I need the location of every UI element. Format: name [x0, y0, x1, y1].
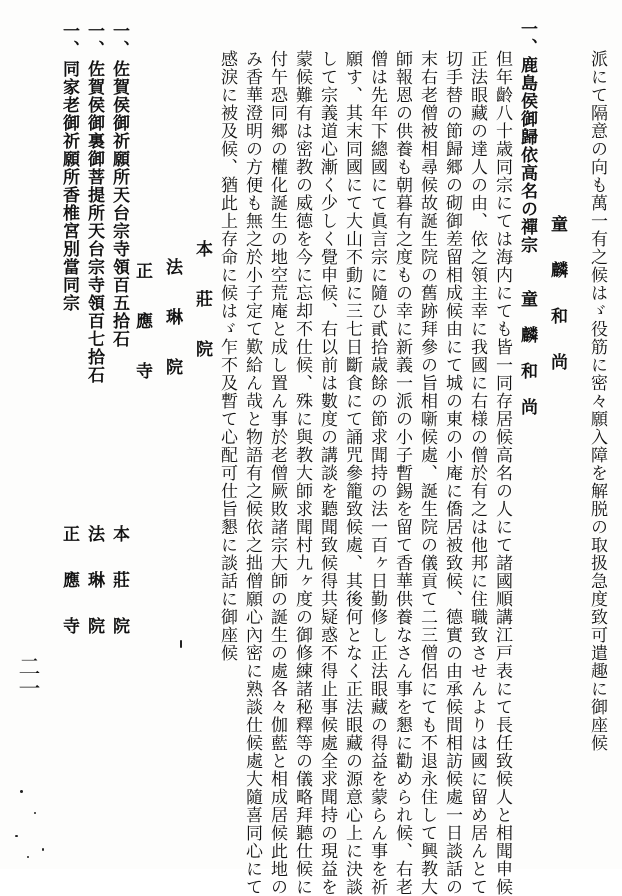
list-entry-marker: 一、: [84, 22, 104, 58]
text-column: 付午恐同郷の權化誕生の地空荒庵と成し置ん事於老僧厥敗諸宗大師の誕生の處各々伽藍と相成居候此地の: [267, 50, 287, 896]
print-speck: [20, 790, 23, 793]
text-column: 願す、其末同國にて大山不動に三七日斷食にて誦咒參籠致候處、其後何となく正法眼藏の源意心上に決談: [342, 50, 362, 896]
list-entry-temple: 正 應 寺: [59, 525, 79, 640]
list-entry-temple: 法 琳 院: [162, 258, 182, 383]
text-column: 感淚に被及候、猶此上存命に候はゞ乍不及暫て心配可仕旨懇に談話に御座候: [217, 50, 237, 662]
print-speck: [34, 812, 36, 814]
list-entry-temple: 正 應 寺: [132, 262, 152, 387]
text-column: して宗義道心漸く少しく覺申候、右以前は數度の講談を聽聞致候得共疑惑不得止事候處全求聞持の現益を: [317, 50, 337, 896]
text-column: 僧は先年下總國にて眞言宗に隨ひ貳拾歳餘の節求聞持の法一百ヶ日勤修し正法眼藏の得益を蒙らん事を祈: [367, 50, 387, 896]
priest-name-heading: 童 麟 和 尚: [547, 215, 567, 376]
page-number: 二一: [15, 655, 40, 699]
print-speck: [42, 848, 44, 851]
list-entry-marker: 一、: [109, 22, 129, 58]
list-entry-temple: 法 琳 院: [84, 525, 104, 640]
text-column: 但年齡八十歳同宗にては海内にても皆一同存居候高名の人にて諸國順講江戸表にて長任致候人と相聞申候: [492, 50, 512, 896]
print-speck: [180, 640, 182, 648]
list-entry-marker: 一、: [59, 22, 79, 58]
text-column: 蒙候難有は密教の威德を今に忘却不仕候、殊に與教大師求聞村九ヶ度の御修練諸秘釋等の儀略拜聽仕候に: [292, 50, 312, 896]
list-entry-temple: 本 莊 院: [192, 240, 212, 365]
section-heading: 一、鹿島侯御歸依高名の禪宗 童 麟 和 尚: [517, 20, 537, 416]
list-entry-text: 佐賀侯御裏御菩提所天台宗寺領百七拾石: [84, 60, 104, 384]
text-column: み香華澄明の方便も無之於小子定て歎給ん哉と物語有之候依之拙僧願心內密に熟談仕候處大隨喜同心にて: [242, 50, 262, 896]
list-entry-text: 佐賀侯御祈願所天台宗寺領百五拾石: [109, 60, 129, 348]
text-column: 末右老僧被相尋候故誕生院の舊跡拜參の旨相噺候處、誕生院の儀貢て二三僧侶にても不退永住して興教大: [417, 50, 437, 896]
text-column: 正法眼藏の達人の由、依之領主幸に我國に右様の僧於有之は他邦に住職致させんよりは國に留め居んとて: [467, 50, 487, 896]
list-entry-temple: 本 莊 院: [109, 525, 129, 640]
text-column: 師報恩の供養も朝暮有之度もの幸に新義一派の小子暫錫を留て香華供養なさん事を懇に勸められ候、右老: [392, 50, 412, 896]
print-speck: [27, 856, 29, 858]
print-speck: [15, 835, 18, 837]
text-column: 切手替の節歸郷の砌御差留相成候由にて城の東の小庵に僑居被致候、德實の由承候間相訪候處一日談話の: [442, 50, 462, 896]
text-column: 派にて隔意の向も萬一有之候はゞ役筋に密々願入障を解脱の取扱急度致可遣趣に御座候: [587, 50, 607, 752]
list-entry-text: 同家老御祈願所香椎宮別當同宗: [59, 60, 79, 312]
